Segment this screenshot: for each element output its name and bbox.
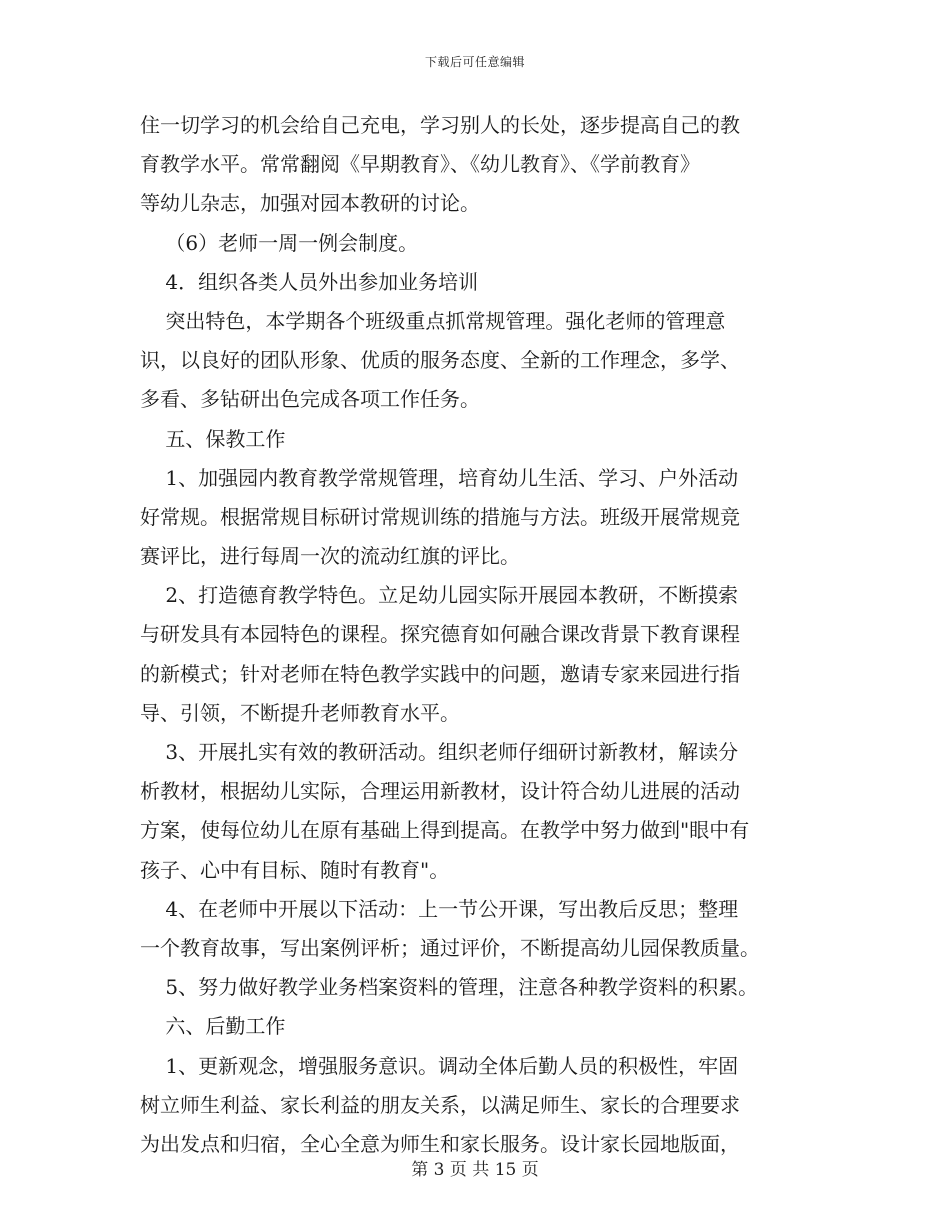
text-line: 的新模式；针对老师在特色教学实践中的问题，邀请专家来园进行指	[140, 661, 740, 686]
text-line: 1、更新观念，增强服务意识。调动全体后勤人员的积极性，牢固	[140, 1053, 739, 1078]
text-line: 赛评比，进行每周一次的流动红旗的评比。	[140, 544, 520, 569]
page-number: 第 3 页 共 15 页	[411, 1160, 539, 1180]
page-header: 下载后可任意编辑	[424, 55, 525, 69]
text-line: 3、开展扎实有效的教研活动。组织老师仔细研讨新教材，解读分	[140, 740, 739, 764]
text-line: 4．组织各类人员外出参加业务培训	[140, 269, 479, 294]
text-line: 五、保教工作	[140, 426, 286, 451]
text-line: 树立师生利益、家长利益的朋友关系，以满足师生、家长的合理要求	[140, 1092, 740, 1117]
text-line: 识，以良好的团队形象、优质的服务态度、全新的工作理念，多学、	[140, 348, 740, 373]
text-line: 一个教育故事，写出案例评析；通过评价，不断提高幼儿园保教质量。	[140, 935, 760, 960]
text-line: 4、在老师中开展以下活动：上一节公开课，写出教后反思；整理	[140, 896, 739, 921]
text-line: 与研发具有本园特色的课程。探究德育如何融合课改背景下教育课程	[140, 622, 740, 647]
text-line: 育教学水平。常常翻阅《早期教育》、《幼儿教育》、《学前教育》	[140, 152, 700, 177]
text-line: 好常规。根据常规目标研讨常规训练的措施与方法。班级开展常规竞	[140, 504, 740, 529]
text-line: 突出特色，本学期各个班级重点抓常规管理。强化老师的管理意	[140, 308, 726, 333]
text-line: 孩子、心中有目标、随时有教育"。	[140, 857, 450, 882]
text-line: 住一切学习的机会给自己充电，学习别人的长处，逐步提高自己的教	[140, 113, 740, 137]
text-line: 5、努力做好教学业务档案资料的管理，注意各种教学资料的积累。	[140, 975, 759, 1000]
text-line: 1、加强园内教育教学常规管理，培育幼儿生活、学习、户外活动	[140, 465, 739, 490]
text-line: （6）老师一周一例会制度。	[140, 230, 419, 255]
text-line: 析教材，根据幼儿实际，合理运用新教材，设计符合幼儿进展的活动	[140, 779, 740, 804]
text-line: 多看、多钻研出色完成各项工作任务。	[140, 387, 480, 412]
text-line: 方案，使每位幼儿在原有基础上得到提高。在教学中努力做到"眼中有	[140, 818, 750, 843]
text-line: 为出发点和归宿，全心全意为师生和家长服务。设计家长园地版面，	[140, 1131, 740, 1156]
document-body	[140, 106, 820, 1164]
text-line: 六、后勤工作	[140, 1014, 286, 1039]
text-line: 导、引领，不断提升老师教育水平。	[140, 700, 460, 725]
text-line: 2、打造德育教学特色。立足幼儿园实际开展园本教研，不断摸索	[140, 583, 739, 608]
text-line: 等幼儿杂志，加强对园本教研的讨论。	[140, 191, 480, 216]
